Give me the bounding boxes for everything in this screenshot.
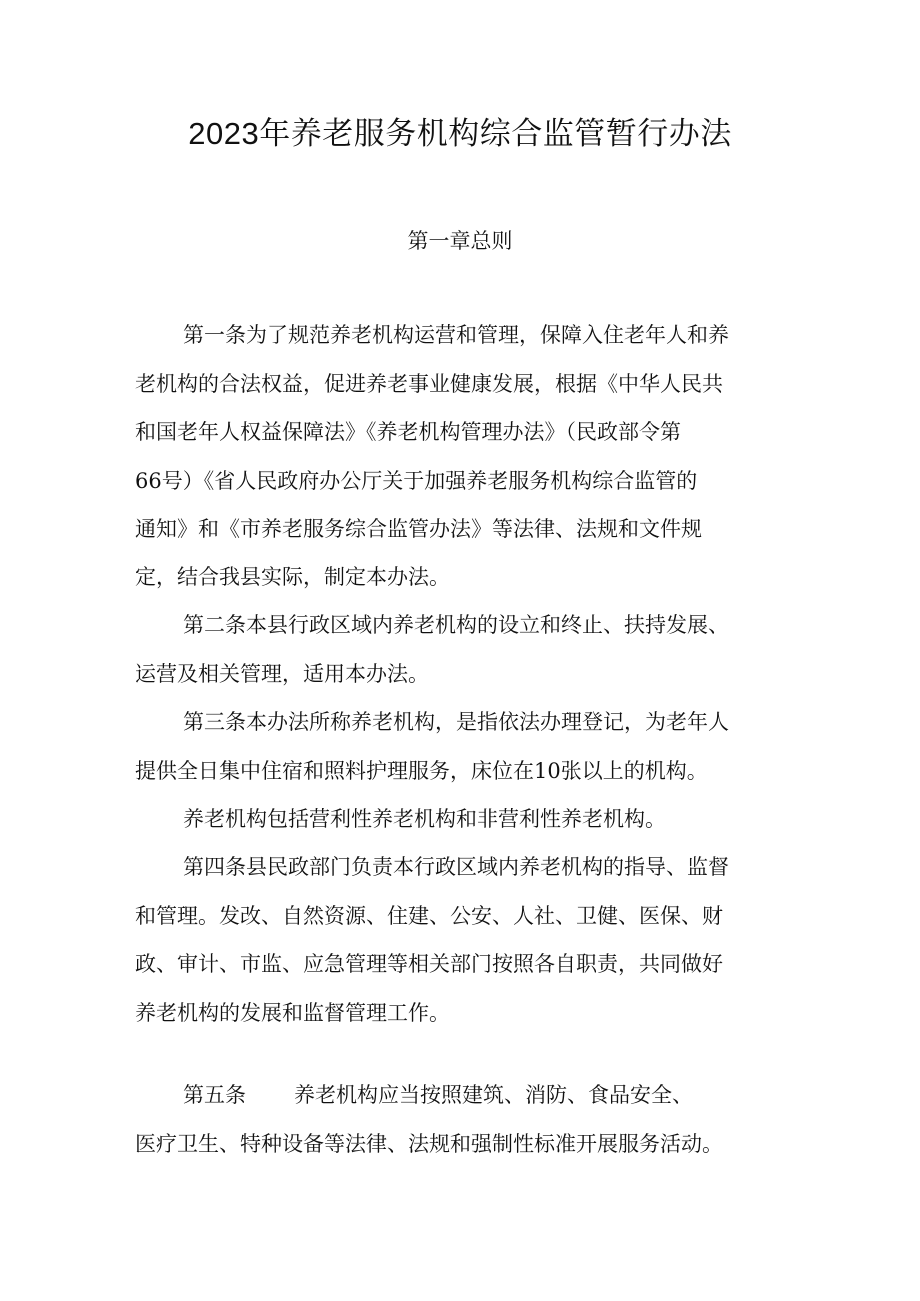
paragraph-line: 第三条本办法所称养老机构，是指依法办理登记，为老年人 [183,710,729,734]
paragraph-line: 和国老年人权益保障法》《养老机构管理办法》（民政部令第 [135,420,681,444]
paragraph-line: 和管理。发改、自然资源、住建、公安、人社、卫健、医保、财 [135,904,723,928]
paragraph-line: 医疗卫生、特种设备等法律、法规和强制性标准开展服务活动。 [135,1132,723,1156]
paragraph-line: 第二条本县行政区域内养老机构的设立和终止、扶持发展、 [183,613,729,637]
paragraph-line: 老机构的合法权益，促进养老事业健康发展，根据《中华人民共 [135,372,723,396]
article-five-text: 养老机构应当按照建筑、消防、食品安全、 [294,1083,693,1107]
article-five-line [183,1080,843,1110]
paragraph-line: 政、审计、市监、应急管理等相关部门按照各自职责，共同做好 [135,952,723,976]
article-five-label: 第五条 [183,1083,246,1107]
paragraph-line: 养老机构的发展和监督管理工作。 [135,1001,450,1025]
paragraph-line: 通知》和《市养老服务综合监管办法》等法律、法规和文件规 [135,517,702,541]
paragraph-line: 定，结合我县实际，制定本办法。 [135,565,450,589]
paragraph-line: 第一条为了规范养老机构运营和管理，保障入住老年人和养 [183,323,729,347]
paragraph-line: 养老机构包括营利性养老机构和非营利性养老机构。 [183,807,666,831]
document-title: 2023年养老服务机构综合监管暂行办法 [188,116,732,151]
paragraph-line: 第四条县民政部门负责本行政区域内养老机构的指导、监督 [183,855,729,879]
paragraph-line: 提供全日集中住宿和照料护理服务，床位在10张以上的机构。 [135,759,708,783]
chapter-heading: 第一章总则 [407,229,513,253]
paragraph-line: 66号）《省人民政府办公厅关于加强养老服务机构综合监管的 [135,469,698,493]
paragraph-line: 运营及相关管理，适用本办法。 [135,662,429,686]
